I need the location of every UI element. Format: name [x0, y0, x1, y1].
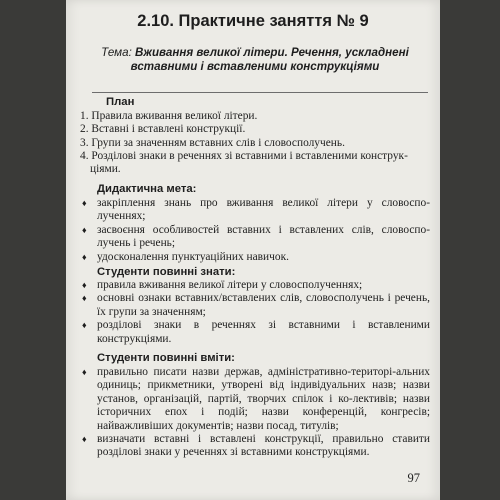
- list-item: ♦ визначати вставні і вставлені конструкції, правильно ставити розділові знаки у реченнях зі вставними конструкціями.: [82, 433, 430, 459]
- plan-item: 1. Правила вживання великої літери.: [80, 110, 258, 122]
- plan-list: [80, 110, 430, 176]
- diamond-bullet-icon: ♦: [82, 320, 87, 331]
- plan-item: 4. Розділові знаки в реченнях зі вставними і вставленими конструк-: [80, 149, 408, 162]
- list-item: ♦ розділові знаки в реченнях зі вставними і вставленими конструкціями.: [82, 319, 430, 345]
- didactic-heading: Дидактична мета:: [97, 183, 197, 195]
- list-item: ♦ правила вживання великої літери у словосполученнях;: [82, 279, 363, 291]
- diamond-bullet-icon: ♦: [82, 224, 87, 235]
- topic-label: Тема:: [101, 46, 132, 59]
- able-list: [82, 366, 430, 460]
- plan-heading: План: [106, 96, 135, 108]
- list-item: ♦ засвоєння особливостей вставних і вставлених слів, словоспо-лучень і речень;: [82, 223, 430, 250]
- lesson-topic: [82, 46, 428, 74]
- know-heading: Студенти повинні знати:: [97, 266, 236, 278]
- list-item: ♦ основні ознаки вставних/вставлених слів, словосполучень і речень, їх групи за значенням;: [82, 292, 430, 318]
- section-title: 2.10. Практичне заняття № 9: [137, 12, 369, 30]
- list-item: ♦ удосконалення пунктуаційних навичок.: [82, 250, 289, 263]
- plan-item: 3. Групи за значенням вставних слів і словосполучень.: [80, 136, 345, 149]
- didactic-list: [82, 197, 430, 264]
- diamond-bullet-icon: ♦: [82, 280, 87, 290]
- plan-item: 2. Вставні і вставлені конструкції.: [80, 123, 246, 136]
- topic-text: Вживання великої літери. Речення, ускладнені вставними і вставленими конструкціями: [130, 46, 409, 73]
- able-heading: Студенти повинні вміти:: [97, 352, 235, 364]
- diamond-bullet-icon: ♦: [82, 367, 87, 377]
- topic-divider: [92, 92, 428, 93]
- book-page: [66, 0, 440, 500]
- diamond-bullet-icon: ♦: [82, 293, 87, 304]
- list-item: ♦ правильно писати назви держав, адміністративно-територі-альних одиниць; прикметники, утворені від індивідуальних назв; назви установ, організацій, партій, творчих спілок і ко-лективів; назви історичних епох і подій; назви конференцій, конгресів; найважливіших документів; назви посад, титулів;: [82, 366, 430, 432]
- list-item: ♦ закріплення знань про вживання великої літери у словоспо-лученнях;: [82, 197, 430, 223]
- diamond-bullet-icon: ♦: [82, 198, 87, 208]
- plan-item-continuation: ціями.: [90, 163, 121, 176]
- diamond-bullet-icon: ♦: [82, 251, 87, 262]
- diamond-bullet-icon: ♦: [82, 434, 87, 445]
- know-list: [82, 279, 430, 346]
- page-number: 97: [407, 471, 420, 485]
